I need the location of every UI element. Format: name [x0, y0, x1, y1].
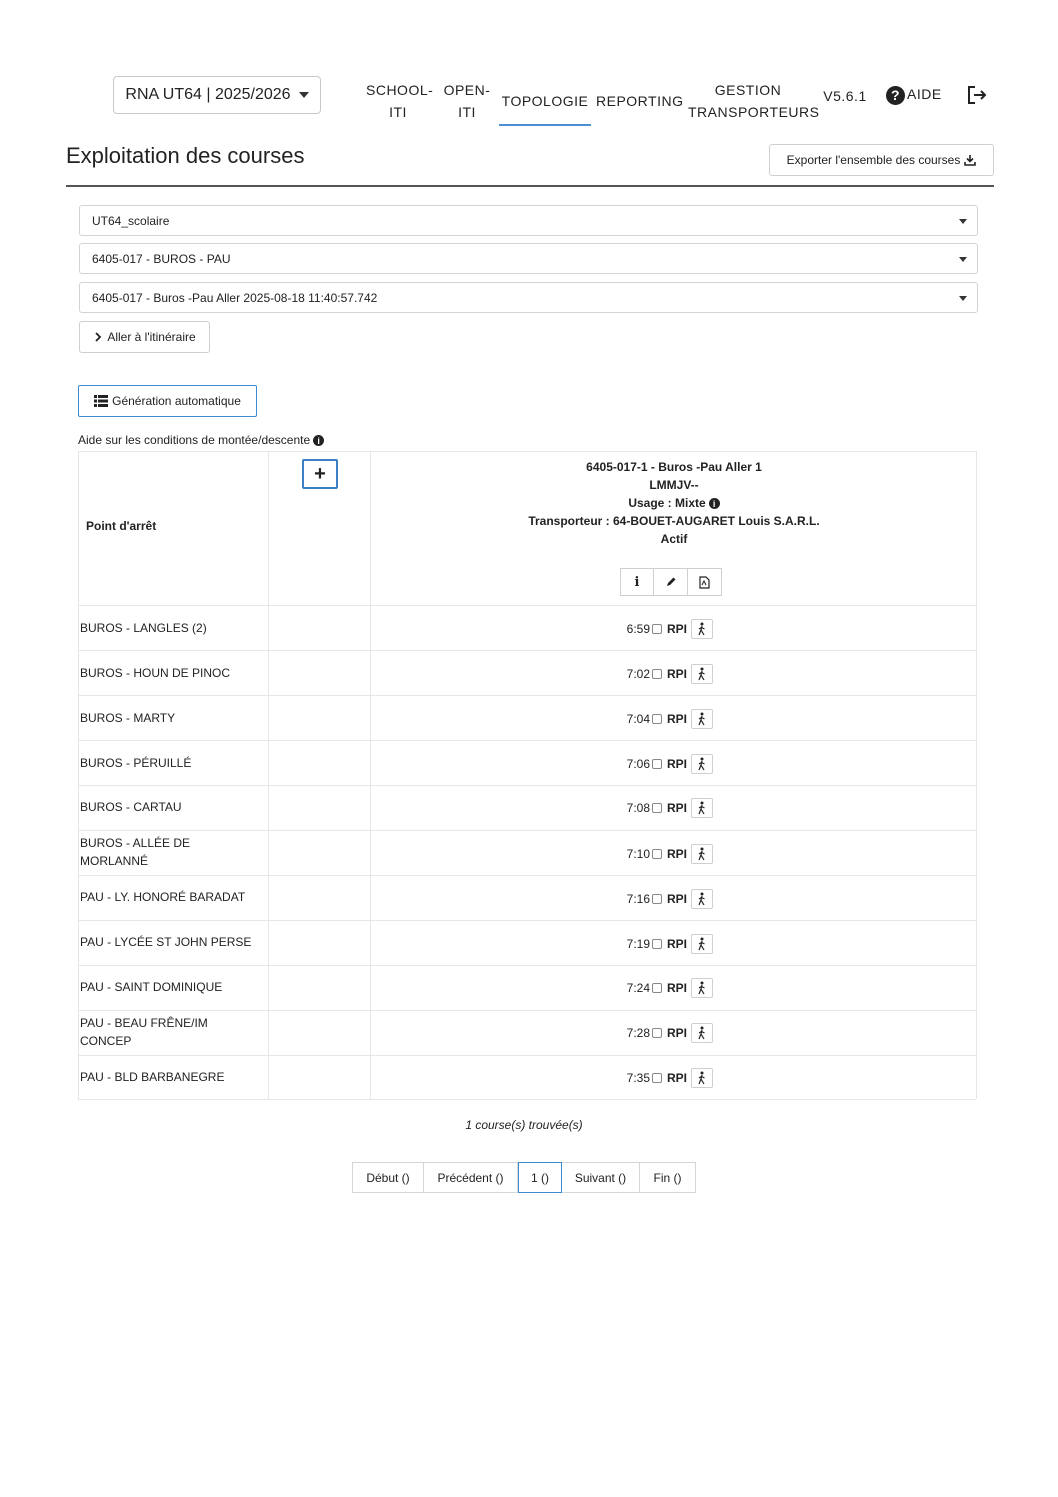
stop-time-cell: [590, 1068, 730, 1088]
table-row-divider: [78, 1010, 976, 1011]
course-edit-button[interactable]: [654, 568, 688, 596]
table-border-left: [78, 451, 79, 1099]
rpi-checkbox[interactable]: [652, 1028, 662, 1038]
network-select[interactable]: [79, 205, 978, 236]
stop-time-cell: [590, 1023, 730, 1043]
rpi-checkbox[interactable]: [652, 849, 662, 859]
course-info-button[interactable]: [620, 568, 654, 596]
pedestrian-button[interactable]: [691, 798, 713, 818]
stop-name: PAU - SAINT DOMINIQUE: [80, 980, 223, 994]
pedestrian-button[interactable]: [691, 709, 713, 729]
stop-time: 6:59: [626, 622, 650, 636]
add-course-button[interactable]: [302, 459, 338, 489]
export-all-button[interactable]: [769, 144, 994, 176]
pdf-file-icon: [699, 576, 710, 589]
rpi-label: RPI: [667, 712, 688, 726]
nav-gestion-line1: GESTION: [714, 82, 782, 98]
nav-topologie-label: TOPOLOGIE: [501, 93, 589, 109]
walking-person-icon: [697, 1071, 707, 1085]
help-icon: ?: [886, 86, 905, 105]
stop-time: 7:10: [626, 847, 650, 861]
table-row-divider: [78, 875, 976, 876]
course-actions: [620, 568, 722, 596]
rpi-label: RPI: [667, 1026, 688, 1040]
stop-name: BUROS - ALLÉE DE MORLANNÉ: [80, 836, 191, 868]
walking-person-icon: [697, 801, 707, 815]
line-select[interactable]: [79, 243, 978, 274]
list-icon: [94, 395, 108, 407]
plus-icon: +: [314, 462, 326, 485]
chevron-down-icon: [959, 219, 967, 224]
rpi-checkbox[interactable]: [652, 983, 662, 993]
results-count: 1 course(s) trouvée(s): [465, 1118, 583, 1132]
goto-itinerary-label: Aller à l'itinéraire: [107, 330, 196, 344]
table-row-divider: [78, 785, 976, 786]
stop-column-header: Point d'arrêt: [86, 519, 157, 533]
aide-link[interactable]: [886, 83, 946, 105]
year-selector-label: RNA UT64 | 2025/2026: [125, 86, 291, 103]
pager-current[interactable]: 1 (): [518, 1162, 562, 1193]
rpi-label: RPI: [667, 937, 688, 951]
nav-school-iti-line1: SCHOOL-: [366, 82, 434, 98]
nav-school-iti-line2: ITI: [389, 104, 407, 120]
line-select-value: 6405-017 - BUROS - PAU: [92, 251, 231, 266]
stop-time-cell: [590, 798, 730, 818]
itinerary-select-value: 6405-017 - Buros -Pau Aller 2025-08-18 11:40:57.742: [92, 290, 378, 305]
rpi-checkbox[interactable]: [652, 759, 662, 769]
walking-person-icon: [697, 981, 707, 995]
chevron-down-icon: [959, 296, 967, 301]
rpi-label: RPI: [667, 847, 688, 861]
stop-time: 7:08: [626, 801, 650, 815]
walking-person-icon: [697, 937, 707, 951]
rpi-checkbox[interactable]: [652, 803, 662, 813]
pedestrian-button[interactable]: [691, 664, 713, 684]
pedestrian-button[interactable]: [691, 934, 713, 954]
course-status: Actif: [660, 532, 688, 546]
walking-person-icon: [697, 1026, 707, 1040]
stop-name: PAU - LY. HONORÉ BARADAT: [80, 890, 246, 904]
help-conditions-label: Aide sur les conditions de montée/descente: [78, 433, 311, 447]
stop-name: BUROS - HOUN DE PINOC: [80, 666, 231, 680]
stop-time: 7:16: [626, 892, 650, 906]
network-select-value: UT64_scolaire: [92, 213, 170, 228]
rpi-checkbox[interactable]: [652, 669, 662, 679]
rpi-label: RPI: [667, 667, 688, 681]
nav-reporting-label: REPORTING: [596, 93, 684, 109]
course-usage-label: Usage : Mixte: [628, 496, 706, 510]
stop-time-cell: [590, 664, 730, 684]
pedestrian-button[interactable]: [691, 844, 713, 864]
table-row-divider: [78, 965, 976, 966]
table-row-divider: [78, 605, 976, 606]
course-usage: [372, 494, 976, 512]
pager-prev[interactable]: Précédent (): [424, 1162, 518, 1193]
stop-name: PAU - LYCÉE ST JOHN PERSE: [80, 935, 252, 949]
stop-time: 7:24: [626, 981, 650, 995]
download-icon: [964, 154, 976, 166]
nav-school-iti[interactable]: [366, 79, 434, 123]
rpi-checkbox[interactable]: [652, 894, 662, 904]
table-col-divider: [268, 451, 269, 1099]
stop-time: 7:06: [626, 757, 650, 771]
stop-time: 7:35: [626, 1071, 650, 1085]
aide-label: AIDE: [907, 86, 942, 102]
nav-open-iti-line1: OPEN-: [443, 82, 491, 98]
walking-person-icon: [697, 892, 707, 906]
pager-last[interactable]: Fin (): [640, 1162, 696, 1193]
stop-name: BUROS - MARTY: [80, 711, 176, 725]
pedestrian-button[interactable]: [691, 619, 713, 639]
stop-name: PAU - BLD BARBANEGRE: [80, 1070, 225, 1084]
pager-first[interactable]: Début (): [352, 1162, 424, 1193]
stop-time: 7:04: [626, 712, 650, 726]
stop-time-cell: [590, 619, 730, 639]
pencil-icon: [665, 576, 677, 588]
stop-time-cell: [590, 709, 730, 729]
pedestrian-button[interactable]: [691, 978, 713, 998]
chevron-right-icon: [93, 332, 103, 342]
stop-time: 7:19: [626, 937, 650, 951]
pedestrian-button[interactable]: [691, 1023, 713, 1043]
chevron-down-icon: [299, 92, 309, 98]
pager-next[interactable]: Suivant (): [562, 1162, 640, 1193]
walking-person-icon: [697, 667, 707, 681]
pedestrian-button[interactable]: [691, 754, 713, 774]
nav-open-iti[interactable]: [440, 79, 494, 123]
stop-name: BUROS - CARTAU: [80, 800, 182, 814]
table-col-divider: [370, 451, 371, 1099]
walking-person-icon: [697, 712, 707, 726]
nav-topologie[interactable]: [499, 90, 591, 126]
stop-time-cell: [590, 889, 730, 909]
table-row-divider: [78, 920, 976, 921]
goto-itinerary-button[interactable]: [79, 321, 210, 353]
course-pdf-button[interactable]: [688, 568, 722, 596]
logout-icon: [966, 84, 988, 106]
course-carrier: Transporteur : 64-BOUET-AUGARET Louis S.A.R.L.: [528, 514, 820, 528]
rpi-checkbox[interactable]: [652, 939, 662, 949]
table-row-divider: [78, 650, 976, 651]
rpi-label: RPI: [667, 892, 688, 906]
auto-generation-button[interactable]: [78, 385, 257, 417]
pedestrian-button[interactable]: [691, 1068, 713, 1088]
export-label: Exporter l'ensemble des courses: [786, 153, 961, 167]
course-code: 6405-017-1 - Buros -Pau Aller 1: [586, 460, 762, 474]
chevron-down-icon: [959, 257, 967, 262]
year-selector[interactable]: [113, 76, 321, 114]
nav-open-iti-line2: ITI: [458, 104, 476, 120]
page-title: Exploitation des courses: [66, 143, 305, 168]
table-border-right: [976, 451, 977, 1099]
stop-time-cell: [590, 934, 730, 954]
table-row-divider: [78, 451, 976, 452]
table-row-divider: [78, 1055, 976, 1056]
rpi-checkbox[interactable]: [652, 624, 662, 634]
title-divider: [66, 185, 994, 187]
info-icon: i: [634, 574, 640, 590]
info-icon: i: [313, 435, 324, 446]
pagination: [352, 1162, 696, 1193]
stop-time-cell: [590, 978, 730, 998]
course-days: LMMJV--: [649, 478, 699, 492]
table-row-divider: [78, 1099, 976, 1100]
walking-person-icon: [697, 622, 707, 636]
pedestrian-button[interactable]: [691, 889, 713, 909]
table-row-divider: [78, 695, 976, 696]
stop-name: BUROS - LANGLES (2): [80, 621, 207, 635]
stop-time: 7:28: [626, 1026, 650, 1040]
rpi-checkbox[interactable]: [652, 714, 662, 724]
stop-name: PAU - BEAU FRÊNE/IM CONCEP: [80, 1016, 208, 1048]
stop-time: 7:02: [626, 667, 650, 681]
nav-gestion-transporteurs[interactable]: [688, 79, 820, 123]
version-label: V5.6.1: [823, 88, 867, 104]
rpi-label: RPI: [667, 1071, 688, 1085]
rpi-label: RPI: [667, 622, 688, 636]
stop-time-cell: [590, 754, 730, 774]
rpi-checkbox[interactable]: [652, 1073, 662, 1083]
rpi-label: RPI: [667, 757, 688, 771]
help-conditions-link[interactable]: [78, 433, 324, 447]
stop-name: BUROS - PÉRUILLÉ: [80, 756, 192, 770]
itinerary-select[interactable]: [79, 282, 978, 313]
auto-generation-label: Génération automatique: [112, 394, 241, 408]
table-row-divider: [78, 740, 976, 741]
walking-person-icon: [697, 757, 707, 771]
table-row-divider: [78, 830, 976, 831]
logout-button[interactable]: [966, 84, 988, 111]
rpi-label: RPI: [667, 981, 688, 995]
walking-person-icon: [697, 847, 707, 861]
nav-reporting[interactable]: [596, 90, 684, 112]
stop-time-cell: [590, 844, 730, 864]
rpi-label: RPI: [667, 801, 688, 815]
info-icon[interactable]: i: [709, 498, 720, 509]
nav-gestion-line2: TRANSPORTEURS: [688, 104, 820, 120]
